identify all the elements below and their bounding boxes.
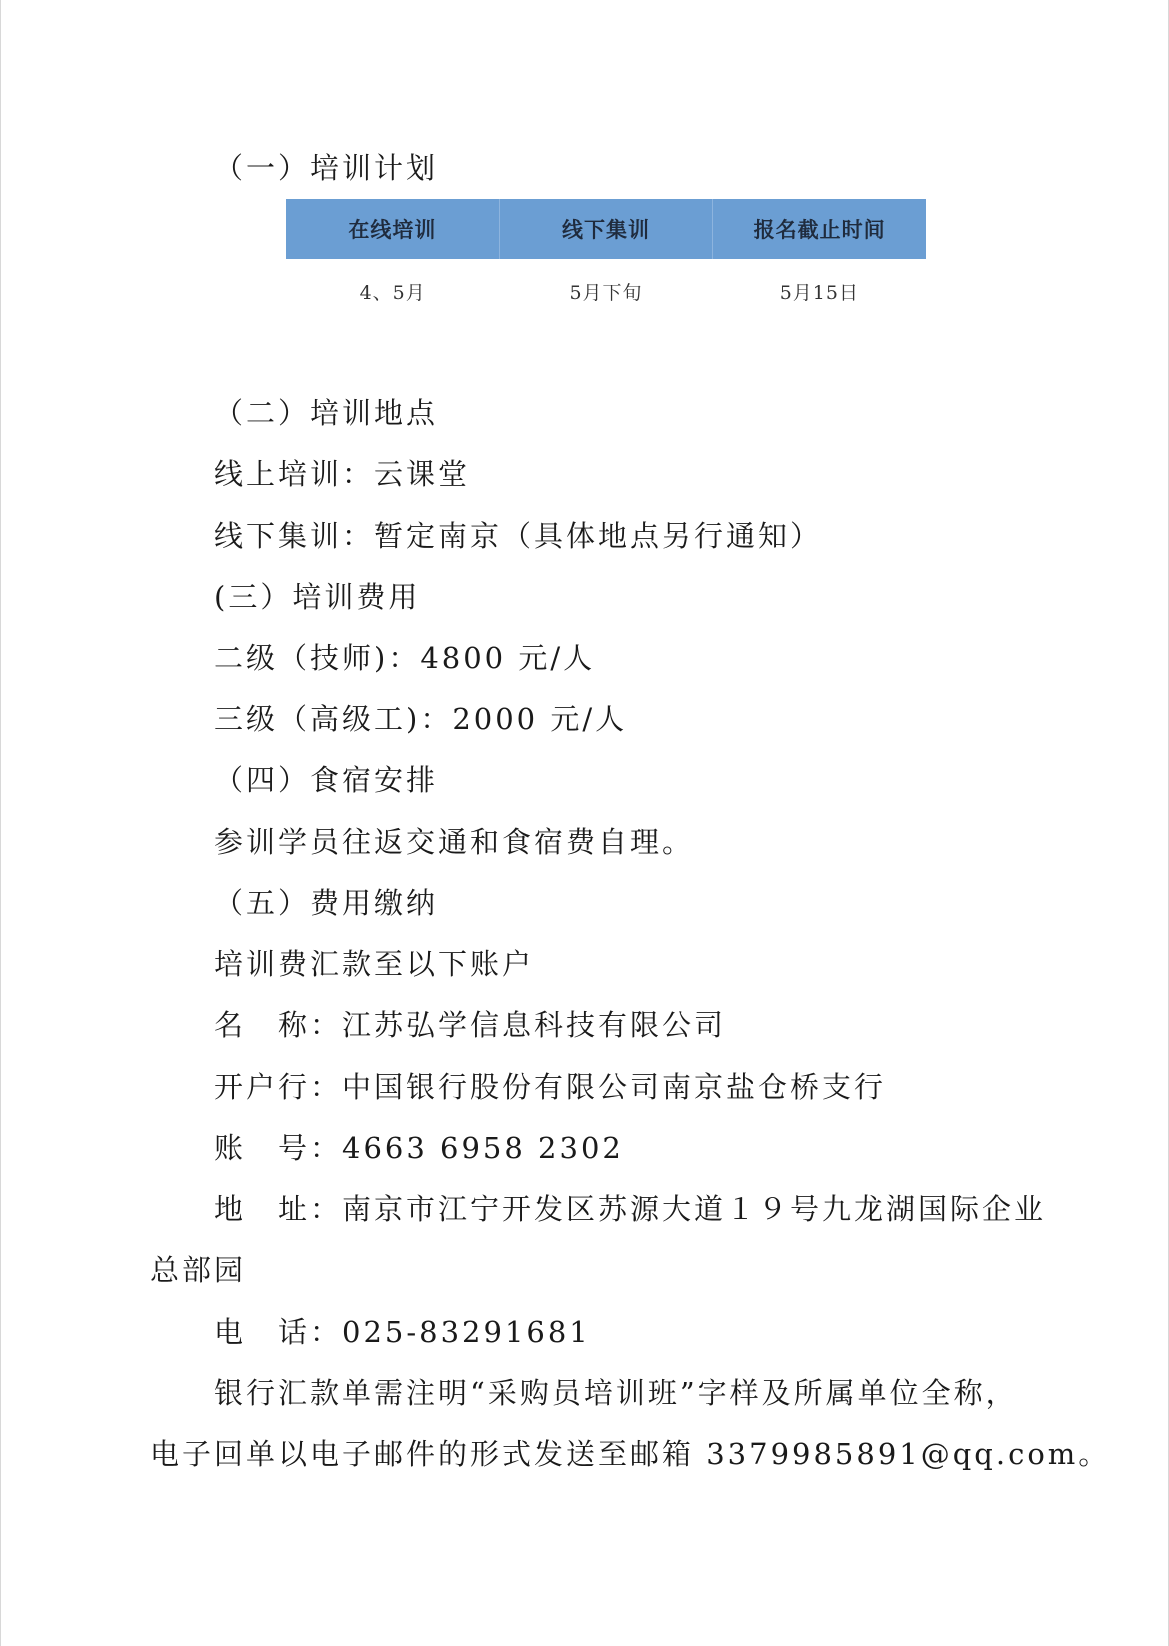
online-training-location: 线上培训：云课堂 bbox=[214, 457, 471, 491]
table-row bbox=[286, 259, 926, 323]
header-offline-training: 线下集训 bbox=[499, 199, 712, 259]
account-bank: 开户行：中国银行股份有限公司南京盐仓桥支行 bbox=[214, 1070, 887, 1104]
receipt-email-note: 电子回单以电子邮件的形式发送至邮箱 3379985891@qq.com。 bbox=[150, 1437, 1111, 1471]
account-address-continued: 总部园 bbox=[150, 1253, 247, 1287]
plan-heading: （一）培训计划 bbox=[214, 151, 439, 185]
remittance-note: 银行汇款单需注明“采购员培训班”字样及所属单位全称， bbox=[214, 1376, 1018, 1410]
lodging-text: 参训学员往返交通和食宿费自理。 bbox=[214, 825, 695, 859]
account-name: 名 称：江苏弘学信息科技有限公司 bbox=[214, 1008, 727, 1042]
fee-level3: 三级（高级工)：2000 元/人 bbox=[214, 702, 628, 736]
account-phone: 电 话：025-83291681 bbox=[214, 1315, 591, 1349]
account-number: 账 号：4663 6958 2302 bbox=[214, 1131, 624, 1165]
fee-level2: 二级（技师)：4800 元/人 bbox=[214, 641, 596, 675]
header-online-training: 在线培训 bbox=[286, 199, 499, 259]
cell-registration-deadline: 5月15日 bbox=[779, 281, 859, 304]
fee-heading: (三）培训费用 bbox=[214, 580, 421, 614]
training-plan-table bbox=[286, 199, 926, 323]
table-header-row bbox=[286, 199, 926, 259]
lodging-heading: （四）食宿安排 bbox=[214, 763, 439, 797]
cell-offline-training: 5月下旬 bbox=[569, 281, 643, 304]
payment-intro: 培训费汇款至以下账户 bbox=[214, 947, 535, 981]
cell-online-training: 4、5月 bbox=[359, 281, 426, 304]
location-heading: （二）培训地点 bbox=[214, 396, 439, 430]
header-registration-deadline: 报名截止时间 bbox=[713, 199, 926, 259]
payment-heading: （五）费用缴纳 bbox=[214, 886, 439, 920]
page-edge-left bbox=[0, 0, 1, 1646]
account-address: 地 址：南京市江宁开发区苏源大道１９号九龙湖国际企业 bbox=[214, 1192, 1047, 1226]
offline-training-location: 线下集训：暂定南京（具体地点另行通知） bbox=[214, 519, 823, 553]
